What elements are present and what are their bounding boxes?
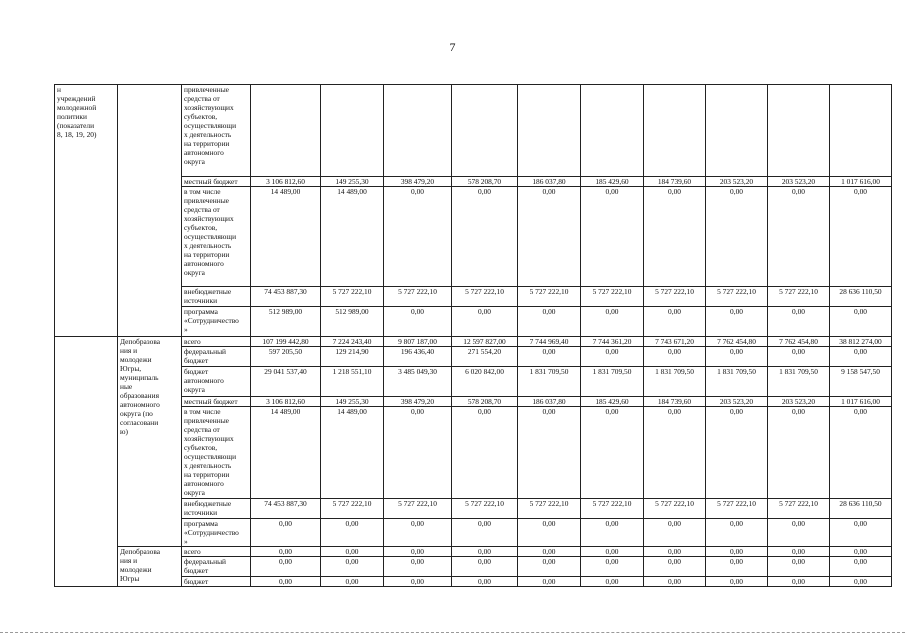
amount-cell: 6 020 842,00: [452, 367, 518, 397]
amount-cell: 107 199 442,80: [251, 337, 321, 347]
amount-cell: 12 597 827,00: [452, 337, 518, 347]
amount-cell: 0,00: [452, 577, 518, 587]
amount-cell: 74 453 887,30: [251, 499, 321, 519]
amount-cell: 28 636 110,50: [830, 287, 892, 307]
amount-cell: 3 106 812,60: [251, 397, 321, 407]
amount-cell: 5 727 222,10: [581, 287, 644, 307]
amount-cell: 1 831 709,50: [768, 367, 830, 397]
amount-cell: 0,00: [768, 187, 830, 287]
amount-cell: 3 106 812,60: [251, 177, 321, 187]
funding-source-cell: всего: [182, 547, 251, 557]
amount-cell: 1 218 551,10: [321, 367, 384, 397]
amount-cell: 0,00: [706, 519, 768, 547]
amount-cell: 186 037,80: [518, 397, 581, 407]
amount-cell: 0,00: [768, 519, 830, 547]
amount-cell: 0,00: [830, 577, 892, 587]
funding-source-cell: федеральный бюджет: [182, 347, 251, 367]
amount-cell: 9 807 187,00: [384, 337, 452, 347]
amount-cell: 0,00: [321, 577, 384, 587]
amount-cell: 0,00: [706, 187, 768, 287]
amount-cell: 0,00: [706, 547, 768, 557]
amount-cell: 203 523,20: [706, 177, 768, 187]
amount-cell: 1 831 709,50: [706, 367, 768, 397]
amount-cell: 14 489,00: [251, 407, 321, 499]
amount-cell: 184 739,60: [644, 397, 706, 407]
amount-cell: 0,00: [518, 557, 581, 577]
amount-cell: 0,00: [581, 557, 644, 577]
amount-cell: 149 255,30: [321, 177, 384, 187]
amount-cell: 0,00: [384, 519, 452, 547]
amount-cell: 0,00: [830, 187, 892, 287]
amount-cell: 0,00: [830, 347, 892, 367]
amount-cell: 0,00: [518, 347, 581, 367]
amount-cell: 0,00: [768, 347, 830, 367]
amount-cell: 0,00: [581, 407, 644, 499]
row-group-label: н учреждений молодежной политики (показатели 8, 18, 19, 20): [55, 85, 118, 337]
row-group-label: [55, 337, 118, 587]
amount-cell: 0,00: [452, 187, 518, 287]
amount-cell: 1 831 709,50: [518, 367, 581, 397]
amount-cell: 0,00: [321, 547, 384, 557]
executor-cell: Депобразова ния и молодежи Югры, муниципаль ные образования автономного округа (по согласовани ю): [118, 337, 182, 547]
amount-cell: 0,00: [706, 577, 768, 587]
table-row: [55, 85, 892, 177]
amount-cell: 7 743 671,20: [644, 337, 706, 347]
amount-cell: 578 208,70: [452, 177, 518, 187]
amount-cell: 0,00: [644, 187, 706, 287]
amount-cell: 0,00: [830, 557, 892, 577]
scan-edge-line: [0, 632, 905, 633]
amount-cell: 5 727 222,10: [384, 499, 452, 519]
amount-cell: 7 744 361,20: [581, 337, 644, 347]
amount-cell: 0,00: [518, 407, 581, 499]
amount-cell: 184 739,60: [644, 177, 706, 187]
amount-cell: 38 812 274,00: [830, 337, 892, 347]
amount-cell: 5 727 222,10: [518, 499, 581, 519]
amount-cell: 1 831 709,50: [581, 367, 644, 397]
amount-cell: 0,00: [581, 547, 644, 557]
amount-cell: 0,00: [384, 547, 452, 557]
amount-cell: 398 479,20: [384, 177, 452, 187]
amount-cell: 0,00: [768, 547, 830, 557]
amount-cell: 0,00: [251, 547, 321, 557]
amount-cell: 5 727 222,10: [452, 499, 518, 519]
funding-source-cell: местный бюджет: [182, 177, 251, 187]
amount-cell: 0,00: [384, 407, 452, 499]
amount-cell: [706, 85, 768, 177]
amount-cell: 0,00: [830, 407, 892, 499]
amount-cell: 0,00: [830, 307, 892, 337]
amount-cell: 0,00: [518, 187, 581, 287]
amount-cell: 28 636 110,50: [830, 499, 892, 519]
funding-source-cell: в том числе привлеченные средства от хозяйствующих субъектов, осуществляющи х деятельность на территории автономного округа: [182, 407, 251, 499]
amount-cell: 5 727 222,10: [452, 287, 518, 307]
amount-cell: 0,00: [384, 307, 452, 337]
amount-cell: [644, 85, 706, 177]
amount-cell: 0,00: [581, 519, 644, 547]
amount-cell: 512 989,00: [251, 307, 321, 337]
amount-cell: 14 489,00: [251, 187, 321, 287]
amount-cell: 5 727 222,10: [518, 287, 581, 307]
amount-cell: 5 727 222,10: [644, 499, 706, 519]
amount-cell: 0,00: [706, 407, 768, 499]
amount-cell: 0,00: [251, 519, 321, 547]
amount-cell: 0,00: [518, 577, 581, 587]
amount-cell: [518, 85, 581, 177]
funding-source-cell: всего: [182, 337, 251, 347]
funding-source-cell: внебюджетные источники: [182, 499, 251, 519]
amount-cell: 5 727 222,10: [768, 287, 830, 307]
amount-cell: [321, 85, 384, 177]
amount-cell: 0,00: [581, 187, 644, 287]
funding-source-cell: местный бюджет: [182, 397, 251, 407]
table-row: [55, 547, 892, 557]
amount-cell: 7 744 969,40: [518, 337, 581, 347]
amount-cell: 0,00: [452, 307, 518, 337]
amount-cell: 5 727 222,10: [706, 499, 768, 519]
amount-cell: [830, 85, 892, 177]
amount-cell: 0,00: [644, 577, 706, 587]
amount-cell: 0,00: [321, 519, 384, 547]
amount-cell: [768, 85, 830, 177]
amount-cell: 0,00: [518, 307, 581, 337]
amount-cell: [452, 85, 518, 177]
amount-cell: 203 523,20: [706, 397, 768, 407]
amount-cell: 0,00: [706, 347, 768, 367]
amount-cell: 0,00: [452, 547, 518, 557]
amount-cell: 186 037,80: [518, 177, 581, 187]
amount-cell: 185 429,60: [581, 397, 644, 407]
amount-cell: 0,00: [452, 557, 518, 577]
amount-cell: 129 214,90: [321, 347, 384, 367]
amount-cell: 9 158 547,50: [830, 367, 892, 397]
amount-cell: 149 255,30: [321, 397, 384, 407]
executor-cell: [118, 85, 182, 337]
amount-cell: 14 489,00: [321, 407, 384, 499]
table-row: [55, 337, 892, 347]
amount-cell: 0,00: [644, 307, 706, 337]
amount-cell: 203 523,20: [768, 397, 830, 407]
amount-cell: 0,00: [768, 557, 830, 577]
amount-cell: 0,00: [518, 519, 581, 547]
amount-cell: 7 224 243,40: [321, 337, 384, 347]
amount-cell: 203 523,20: [768, 177, 830, 187]
amount-cell: 5 727 222,10: [706, 287, 768, 307]
amount-cell: 0,00: [644, 547, 706, 557]
amount-cell: 5 727 222,10: [644, 287, 706, 307]
amount-cell: 398 479,20: [384, 397, 452, 407]
amount-cell: [581, 85, 644, 177]
amount-cell: 5 727 222,10: [321, 499, 384, 519]
amount-cell: [251, 85, 321, 177]
funding-source-cell: программа «Сотрудничество »: [182, 519, 251, 547]
page-number: 7: [449, 40, 456, 54]
amount-cell: 185 429,60: [581, 177, 644, 187]
amount-cell: 0,00: [830, 547, 892, 557]
amount-cell: 0,00: [644, 557, 706, 577]
funding-source-cell: привлеченные средства от хозяйствующих субъектов, осуществляющи х деятельность на территории автономного округа: [182, 85, 251, 177]
amount-cell: 5 727 222,10: [384, 287, 452, 307]
amount-cell: 0,00: [251, 577, 321, 587]
amount-cell: 3 485 049,30: [384, 367, 452, 397]
amount-cell: 196 436,40: [384, 347, 452, 367]
amount-cell: 0,00: [251, 557, 321, 577]
funding-source-cell: федеральный бюджет: [182, 557, 251, 577]
funding-source-cell: бюджет: [182, 577, 251, 587]
amount-cell: 0,00: [830, 519, 892, 547]
amount-cell: 29 041 537,40: [251, 367, 321, 397]
amount-cell: 5 727 222,10: [581, 499, 644, 519]
amount-cell: 7 762 454,80: [768, 337, 830, 347]
amount-cell: 0,00: [768, 407, 830, 499]
amount-cell: 1 017 616,00: [830, 397, 892, 407]
amount-cell: [384, 85, 452, 177]
amount-cell: 5 727 222,10: [768, 499, 830, 519]
amount-cell: 0,00: [581, 577, 644, 587]
amount-cell: 271 554,20: [452, 347, 518, 367]
amount-cell: 0,00: [518, 547, 581, 557]
amount-cell: 578 208,70: [452, 397, 518, 407]
amount-cell: 512 989,00: [321, 307, 384, 337]
amount-cell: 7 762 454,80: [706, 337, 768, 347]
amount-cell: 0,00: [384, 577, 452, 587]
amount-cell: 0,00: [644, 519, 706, 547]
amount-cell: 597 205,50: [251, 347, 321, 367]
funding-source-cell: в том числе привлеченные средства от хозяйствующих субъектов, осуществляющи х деятельность на территории автономного округа: [182, 187, 251, 287]
amount-cell: 0,00: [581, 307, 644, 337]
amount-cell: 0,00: [384, 187, 452, 287]
executor-cell: Депобразова ния и молодежи Югры: [118, 547, 182, 587]
funding-source-cell: программа «Сотрудничество »: [182, 307, 251, 337]
amount-cell: 0,00: [768, 577, 830, 587]
amount-cell: 14 489,00: [321, 187, 384, 287]
amount-cell: 0,00: [452, 407, 518, 499]
amount-cell: 0,00: [581, 347, 644, 367]
amount-cell: 0,00: [644, 407, 706, 499]
amount-cell: 0,00: [384, 557, 452, 577]
amount-cell: 1 831 709,50: [644, 367, 706, 397]
amount-cell: 0,00: [706, 557, 768, 577]
amount-cell: 0,00: [706, 307, 768, 337]
amount-cell: 5 727 222,10: [321, 287, 384, 307]
amount-cell: 0,00: [768, 307, 830, 337]
amount-cell: 0,00: [452, 519, 518, 547]
amount-cell: 0,00: [644, 347, 706, 367]
funding-source-cell: внебюджетные источники: [182, 287, 251, 307]
budget-table: [54, 84, 892, 587]
funding-source-cell: бюджет автономного округа: [182, 367, 251, 397]
amount-cell: 1 017 616,00: [830, 177, 892, 187]
amount-cell: 74 453 887,30: [251, 287, 321, 307]
amount-cell: 0,00: [321, 557, 384, 577]
